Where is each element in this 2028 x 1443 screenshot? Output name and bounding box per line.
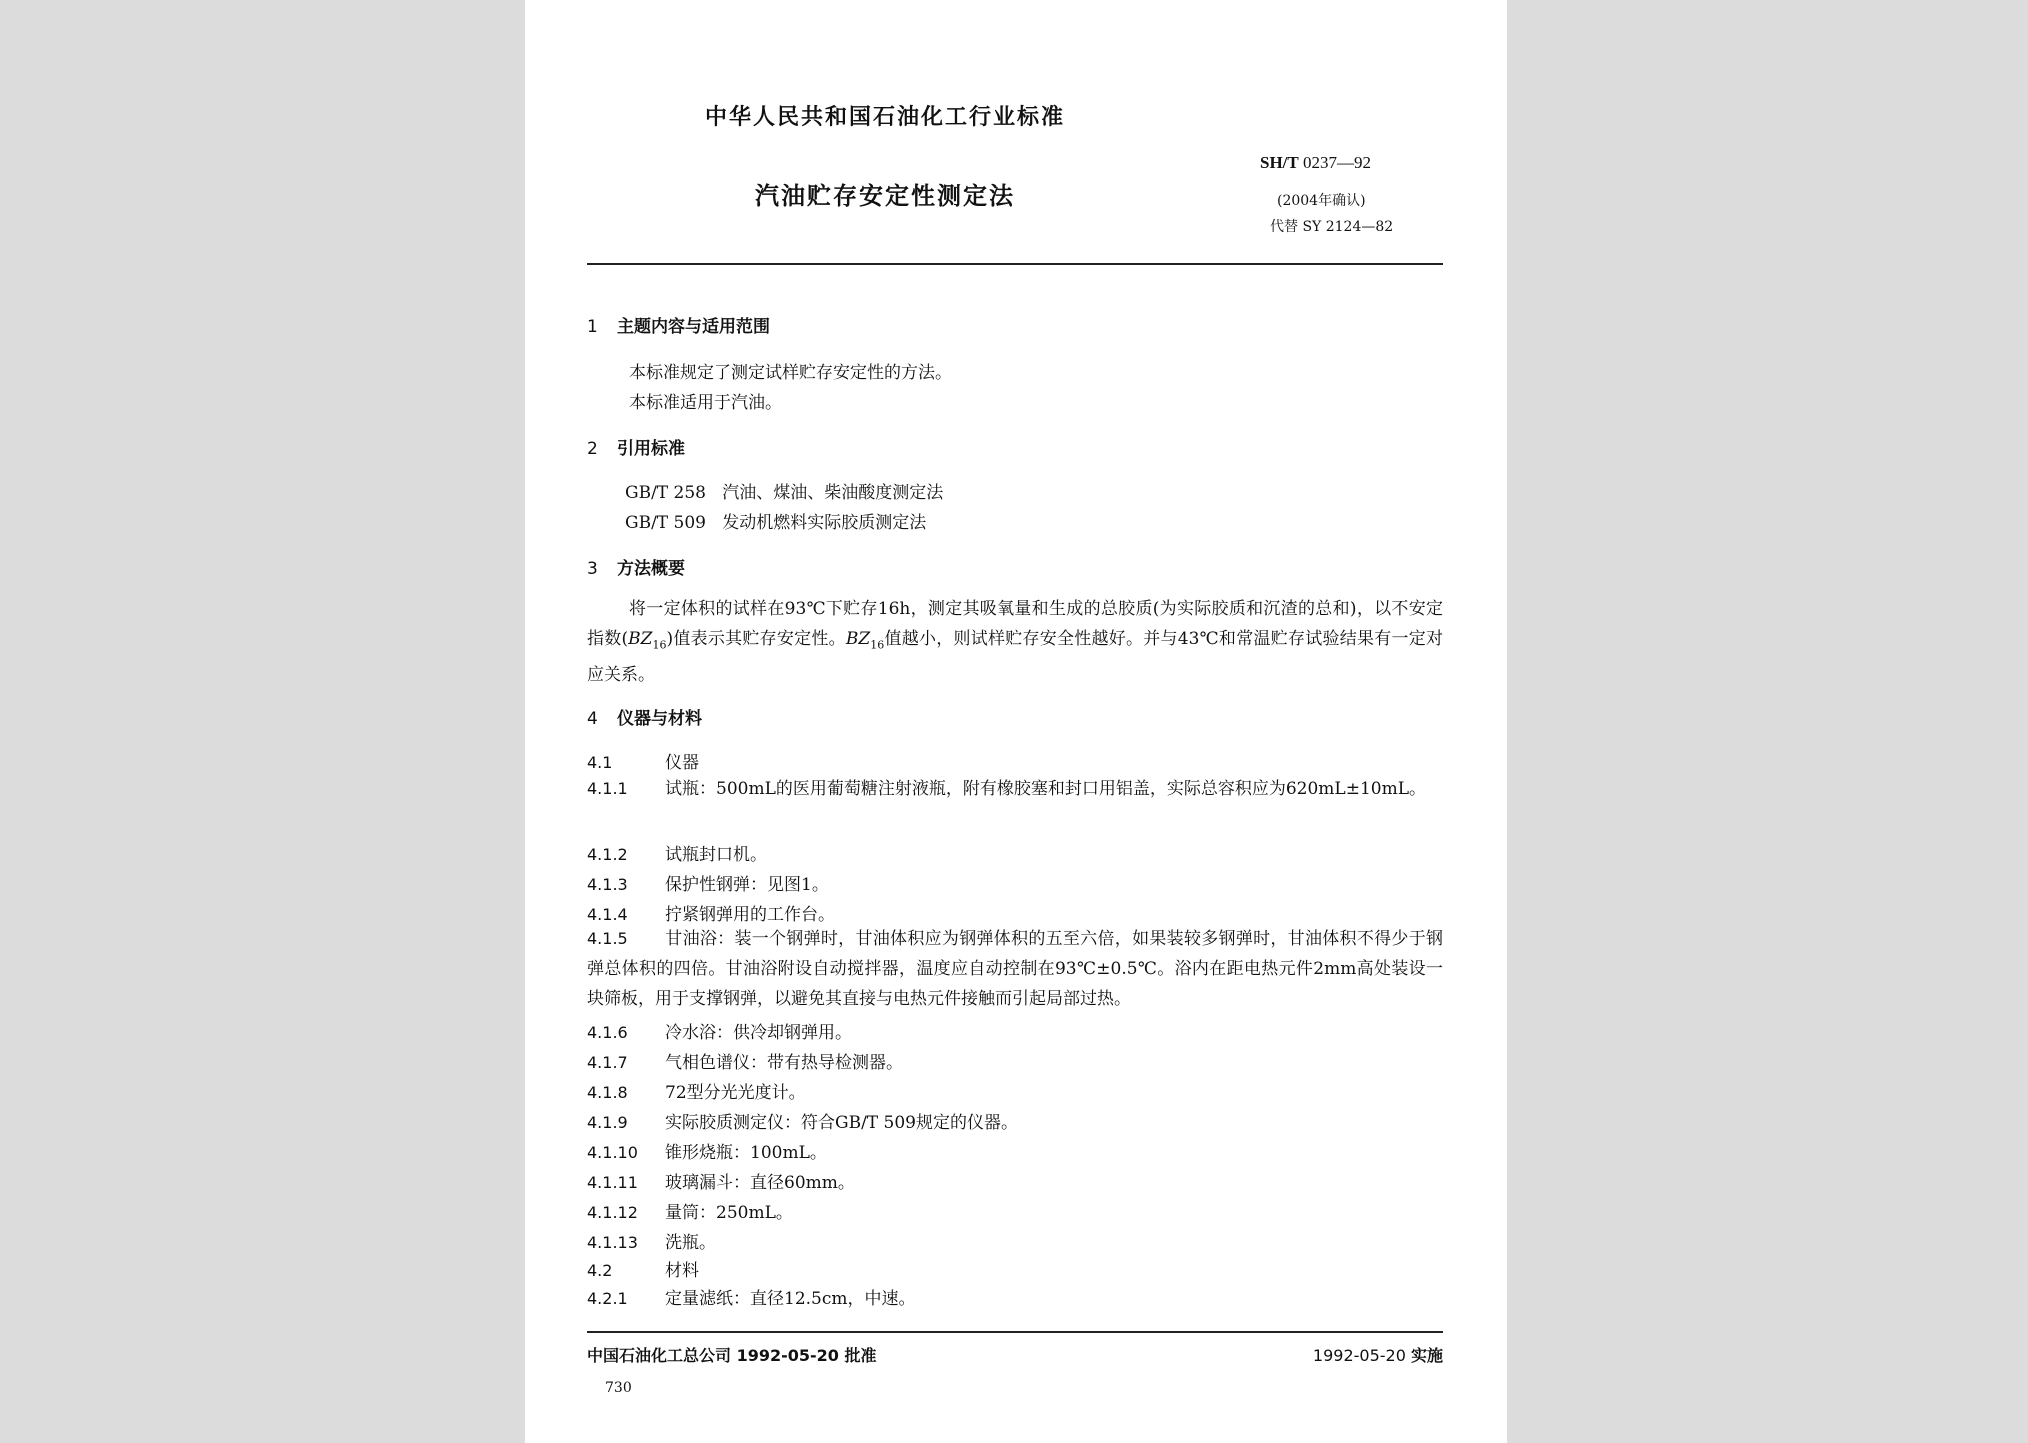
item-number: 4.1.12 bbox=[587, 1203, 638, 1222]
item-4-1-12 bbox=[587, 1198, 793, 1223]
item-text: 量筒：250mL。 bbox=[665, 1203, 793, 1223]
item-text: 72型分光光度计。 bbox=[665, 1083, 806, 1103]
item-text: 冷水浴：供冷却钢弹用。 bbox=[665, 1023, 852, 1043]
implementation-line bbox=[1313, 1343, 1443, 1366]
item-text: 实际胶质测定仪：符合GB/T 509规定的仪器。 bbox=[665, 1113, 1018, 1133]
reference-gb-t-258: GB/T 258 汽油、煤油、柴油酸度测定法 bbox=[625, 483, 944, 503]
standard-code-prefix: SH/T bbox=[1260, 153, 1299, 172]
item-text: 仪器 bbox=[665, 753, 699, 773]
bz-symbol: BZ bbox=[845, 629, 871, 649]
item-text: 玻璃漏斗：直径60mm。 bbox=[665, 1173, 855, 1193]
item-text: 拧紧钢弹用的工作台。 bbox=[665, 905, 835, 925]
replaces-standard: 代替 SY 2124—82 bbox=[1270, 219, 1394, 235]
item-text: 材料 bbox=[665, 1261, 699, 1281]
section-number: 2 bbox=[587, 439, 598, 459]
item-4-2 bbox=[587, 1256, 699, 1281]
item-number: 4.1.7 bbox=[587, 1053, 628, 1072]
item-number: 4.1.9 bbox=[587, 1113, 628, 1132]
item-number: 4.1.13 bbox=[587, 1233, 638, 1252]
item-4-1-7 bbox=[587, 1048, 903, 1073]
item-text: 甘油浴：装一个钢弹时，甘油体积应为钢弹体积的五至六倍，如果装较多钢弹时，甘油体积不得少于钢弹总体积的四倍。甘油浴附设自动搅拌器，温度应自动控制在93℃±0.5℃。浴内在距电热元件2mm高处装设一块筛板，用于支撑钢弹，以避免其直接与电热元件接触而引起局部过热。 bbox=[587, 929, 1443, 1009]
bz-subscript: 16 bbox=[652, 638, 667, 652]
standard-code bbox=[1260, 153, 1371, 173]
section-number: 3 bbox=[587, 559, 598, 579]
item-4-1-4 bbox=[587, 900, 835, 925]
bz-symbol: BZ bbox=[628, 629, 653, 649]
item-text: 试瓶封口机。 bbox=[665, 845, 767, 865]
item-number: 4.1.4 bbox=[587, 905, 628, 924]
org-title: 中华人民共和国石油化工行业标准 bbox=[705, 105, 1066, 130]
reference-gb-t-509: GB/T 509 发动机燃料实际胶质测定法 bbox=[625, 513, 927, 533]
summary-text-2: )值表示其贮存安定性。 bbox=[666, 629, 846, 649]
bz-subscript: 16 bbox=[870, 638, 885, 652]
item-4-1-10 bbox=[587, 1138, 827, 1163]
item-text: 锥形烧瓶：100mL。 bbox=[665, 1143, 827, 1163]
item-4-1-6 bbox=[587, 1018, 852, 1043]
item-number: 4.1.5 bbox=[587, 929, 628, 948]
item-4-1-3 bbox=[587, 870, 829, 895]
section-3-heading bbox=[587, 554, 685, 579]
section-1-heading bbox=[587, 312, 770, 337]
item-number: 4.1 bbox=[587, 753, 613, 772]
item-4-1-2 bbox=[587, 840, 767, 865]
header-divider bbox=[587, 263, 1443, 265]
page-number: 730 bbox=[605, 1380, 632, 1396]
summary-text-3: 值越小，则试样贮存安全性越好。并与43℃和常温贮存试验结果有一定对应关系。 bbox=[587, 629, 1443, 686]
item-text: 气相色谱仪：带有热导检测器。 bbox=[665, 1053, 903, 1073]
item-number: 4.2.1 bbox=[587, 1289, 628, 1308]
item-text: 洗瓶。 bbox=[665, 1233, 716, 1253]
item-number: 4.1.2 bbox=[587, 845, 628, 864]
item-4-1-5 bbox=[587, 924, 1443, 1014]
approval-line: 中国石油化工总公司 1992-05-20 批准 bbox=[587, 1346, 877, 1365]
item-4-1-13 bbox=[587, 1228, 716, 1253]
item-4-1-11 bbox=[587, 1168, 855, 1193]
section-1-paragraph-2: 本标准适用于汽油。 bbox=[629, 393, 782, 413]
item-text: 试瓶：500mL的医用葡萄糖注射液瓶，附有橡胶塞和封口用铝盖，实际总容积应为620mL±10mL。 bbox=[665, 779, 1426, 799]
section-1-paragraph-1: 本标准规定了测定试样贮存安定性的方法。 bbox=[629, 363, 952, 383]
item-number: 4.1.1 bbox=[587, 779, 628, 798]
item-text: 保护性钢弹：见图1。 bbox=[665, 875, 829, 895]
section-2-heading bbox=[587, 434, 685, 459]
item-number: 4.1.6 bbox=[587, 1023, 628, 1042]
footer-divider bbox=[587, 1331, 1443, 1333]
item-number: 4.1.11 bbox=[587, 1173, 638, 1192]
section-title: 仪器与材料 bbox=[617, 709, 702, 729]
summary-text-1: 将一定体积的试样在93℃下贮存16h，测定其吸氧量和生成的总胶质(为实际胶质和沉渣的总和)，以不安定指数( bbox=[587, 599, 1443, 649]
implementation-date: 1992-05-20 bbox=[1312, 1346, 1406, 1365]
standard-code-number: 0237—92 bbox=[1303, 153, 1371, 172]
item-number: 4.2 bbox=[587, 1261, 613, 1280]
item-4-2-1 bbox=[587, 1284, 916, 1309]
item-4-1-1 bbox=[587, 774, 1443, 804]
section-title: 主题内容与适用范围 bbox=[617, 317, 770, 337]
implementation-label: 实施 bbox=[1410, 1346, 1443, 1365]
doc-title: 汽油贮存安定性测定法 bbox=[755, 182, 1015, 210]
item-4-1 bbox=[587, 748, 699, 773]
document-page bbox=[525, 0, 1507, 1443]
item-4-1-8 bbox=[587, 1078, 806, 1103]
section-number: 1 bbox=[587, 317, 598, 337]
section-title: 方法概要 bbox=[617, 559, 685, 579]
item-4-1-9 bbox=[587, 1108, 1018, 1133]
confirmed-year: (2004年确认) bbox=[1277, 193, 1366, 209]
section-4-heading bbox=[587, 704, 702, 729]
item-number: 4.1.3 bbox=[587, 875, 628, 894]
item-number: 4.1.10 bbox=[587, 1143, 638, 1162]
section-3-paragraph bbox=[587, 594, 1443, 690]
item-number: 4.1.8 bbox=[587, 1083, 628, 1102]
item-text: 定量滤纸：直径12.5cm，中速。 bbox=[665, 1289, 916, 1309]
section-number: 4 bbox=[587, 709, 598, 729]
section-title: 引用标准 bbox=[617, 439, 685, 459]
